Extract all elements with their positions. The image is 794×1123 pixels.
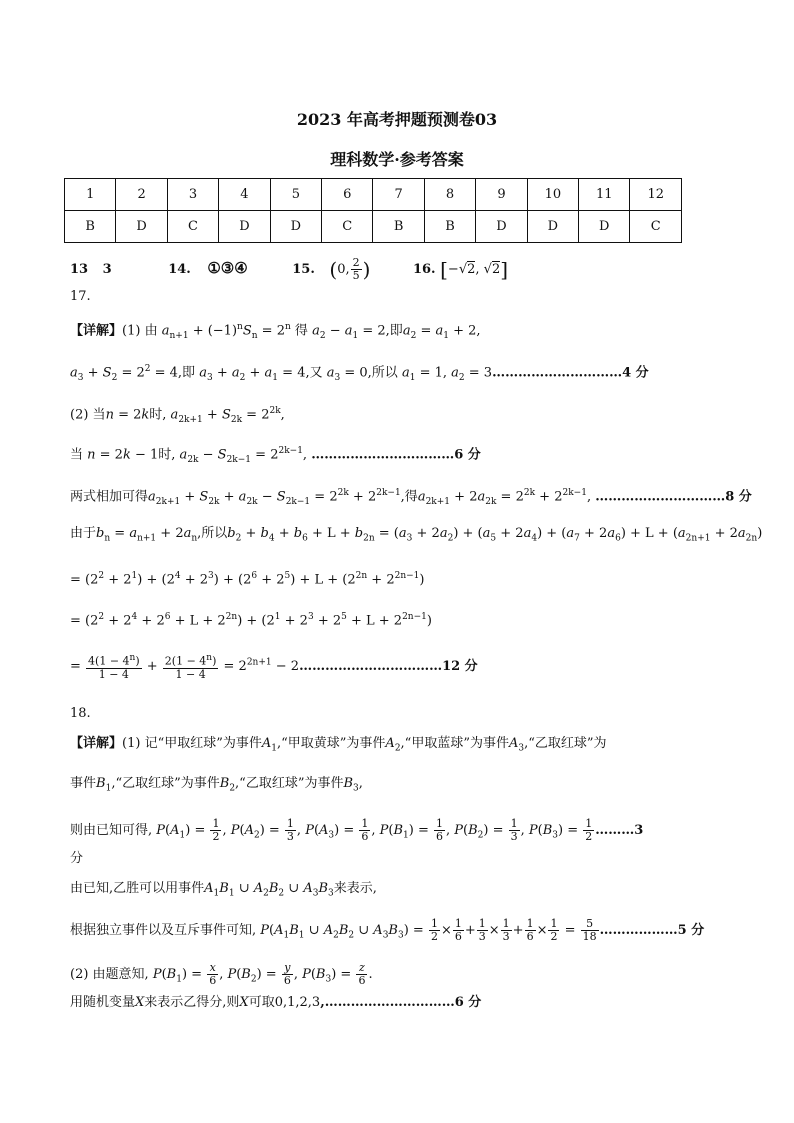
q18-detail-label: 【详解】 — [70, 736, 123, 751]
q17-number: 17. — [70, 289, 91, 304]
q13-answer: 3 — [102, 262, 112, 277]
fill-in-row — [70, 257, 508, 282]
q17-mark-12: ……………………………12 分 — [299, 658, 478, 674]
q18-line-7: 用随机变量X来表示乙得分,则X可取0,1,2,3,…………………………6 分 — [70, 995, 482, 1010]
q18-line-2: 事件$B_1,“$乙取红球”为事件$B_2,“$乙取红球”为事件$B_3$, — [70, 776, 363, 794]
q17-mark-8: …………………………8 分 — [595, 489, 752, 505]
q17-mark-6: ……………………………6 分 — [311, 447, 481, 463]
q18-mark-5: ………………5 分 — [599, 923, 705, 938]
question-number-cell: 12 — [630, 179, 682, 211]
question-number-cell: 2 — [116, 179, 167, 211]
q16-label: 16. — [412, 262, 436, 277]
question-number-cell: 7 — [373, 179, 424, 211]
answer-cell: D — [116, 211, 167, 243]
q18-line-3b: 分 — [70, 851, 84, 866]
q18-values: 0,1,2,3 — [274, 995, 321, 1010]
question-number-cell: 8 — [424, 179, 475, 211]
q17-line-6: 由于$b_n = a_{n+1} + 2a_n$,所以$b_2 + b_4 + b_6 + L + b_{2n} = (a_3 + 2a_2) + (a_5 + 2a_4) + (a_7 + 2a_6) + L + (a_{2n+1} + 2a_{2n})$ — [70, 526, 763, 544]
question-number-cell: 4 — [219, 179, 270, 211]
q17-line-9: = $\frac{4(1 - 4^n)}{1 - 4}$ + $\frac{2(1 - 4^n)}{1 - 4}$ = $2^{2n+1}$ − 2……………………………12 分 — [70, 653, 478, 681]
answer-cell: D — [219, 211, 270, 243]
answer-cell: C — [322, 211, 373, 243]
q17-line-8: = $(2^2 + 2^4 + 2^6 + L + 2^{2n}) + (2^1 + 2^3 + 2^5 + L + 2^{2n-1})$ — [70, 612, 432, 629]
answer-cell: B — [424, 211, 475, 243]
q17-line-2: $a_3 + S_2 = 2^2 = 4$,即 $a_3 + a_2 + a_1 = 4$,又 $a_3 = 0$,所以 $a_1 = 1$, $a_2$ = 3…………………………4 分 — [70, 364, 649, 383]
question-number-cell: 11 — [579, 179, 630, 211]
q15-label: 15. — [292, 262, 315, 277]
question-number-cell: 9 — [476, 179, 527, 211]
answer-table-number-row — [65, 179, 682, 211]
page-subtitle: 理科数学·参考答案 — [330, 150, 464, 169]
q17-line-5: 两式相加可得$a_{2k+1} + S_{2k} + a_{2k} - S_{2k-1} = 2^{2k} + 2^{2k-1}$,得$a_{2k+1} + 2a_{2k} = 2^{2k} + 2^{2k-1}$, …………………………8 分 — [70, 488, 752, 507]
answer-table — [64, 178, 682, 243]
q17-line-4: 当 n = 2k − 1时, $a_{2k} - S_{2k-1} = 2^{2k-1}$, ……………………………6 分 — [70, 446, 481, 465]
question-number-cell: 3 — [167, 179, 218, 211]
question-number-cell: 5 — [270, 179, 321, 211]
q18-line-5: 根据独立事件以及互斥事件可知, $P(A_1B_1$ ∪ $A_2B_2$ ∪ $A_3B_3$) = $\frac{1}{2}$ × $\frac{1}{6}$ + $\frac{1}{3}$ × $\frac{1}{3}$ + $\frac{1}{6}$ × $\frac{1}{2}$ = $\frac{5}{18}$ ………………5 分 — [70, 917, 705, 943]
q17-line-7: = $(2^2 + 2^1) + (2^4 + 2^3) + (2^6 + 2^5) + L + (2^{2n} + 2^{2n-1})$ — [70, 571, 425, 588]
answer-cell: B — [65, 211, 116, 243]
answer-cell: D — [527, 211, 578, 243]
answer-cell: C — [630, 211, 682, 243]
answer-cell: D — [579, 211, 630, 243]
q17-line-3: (2) 当n = 2k时, $a_{2k+1} + S_{2k} = 2^{2k}$, — [70, 406, 285, 425]
answer-cell: C — [167, 211, 218, 243]
q18-mark-3: ………3 — [595, 823, 644, 838]
q18-mark-6: ,…………………………6 分 — [320, 995, 482, 1010]
q18-number: 18. — [70, 706, 91, 721]
answer-cell: B — [373, 211, 424, 243]
q14-answer: ①③④ — [207, 259, 248, 277]
answer-table-answer-row — [65, 211, 682, 243]
question-number-cell: 10 — [527, 179, 578, 211]
q15-answer: (0, $\frac{2}{5}$ ) — [329, 256, 371, 282]
answer-cell: D — [476, 211, 527, 243]
q18-line-4: 由已知,乙胜可以用事件$A_1B_1$ ∪ $A_2B_2$ ∪ $A_3B_3$来表示, — [70, 881, 377, 899]
question-number-cell: 1 — [65, 179, 116, 211]
q16-answer: [−√2, √2] — [440, 257, 509, 282]
q17-mark-4: …………………………4 分 — [492, 365, 649, 381]
q18-line-3: 则由已知可得, $P(A_1)$ = $\frac{1}{2}$ , $P(A_2)$ = $\frac{1}{3}$ , $P(A_3)$ = $\frac{1}{6}$ , $P(B_1)$ = $\frac{1}{6}$ , $P(B_2)$ = $\frac{1}{3}$ , $P(B_3)$ = $\frac{1}{2}$ ………3 — [70, 817, 644, 843]
q18-line-6: (2) 由题意知, $P(B_1)$ = $\frac{x}{6}$ , $P(B_2)$ = $\frac{y}{6}$ , $P(B_3)$ = $\frac{z}{6}$ . — [70, 961, 373, 987]
q18-line-1: 【详解】(1) 记“甲取红球”为事件$A_1,“$甲取黄球”为事件$A_2,“$甲取蓝球”为事件$A_3,“$乙取红球”为 — [70, 736, 607, 754]
page-title: 2023 年高考押题预测卷03 — [296, 110, 498, 129]
q14-label: 14. — [168, 262, 191, 277]
q13-label: 13 — [70, 262, 89, 277]
q17-detail-label: 【详解】 — [70, 323, 123, 339]
answer-cell: D — [270, 211, 321, 243]
q17-line-1: 【详解】(1) 由 $a_{n+1} + (-1)^nS_n = 2^n$ 得 $a_2 - a_1 = 2$,即$a_2 = a_1 + 2$, — [70, 322, 481, 341]
question-number-cell: 6 — [322, 179, 373, 211]
